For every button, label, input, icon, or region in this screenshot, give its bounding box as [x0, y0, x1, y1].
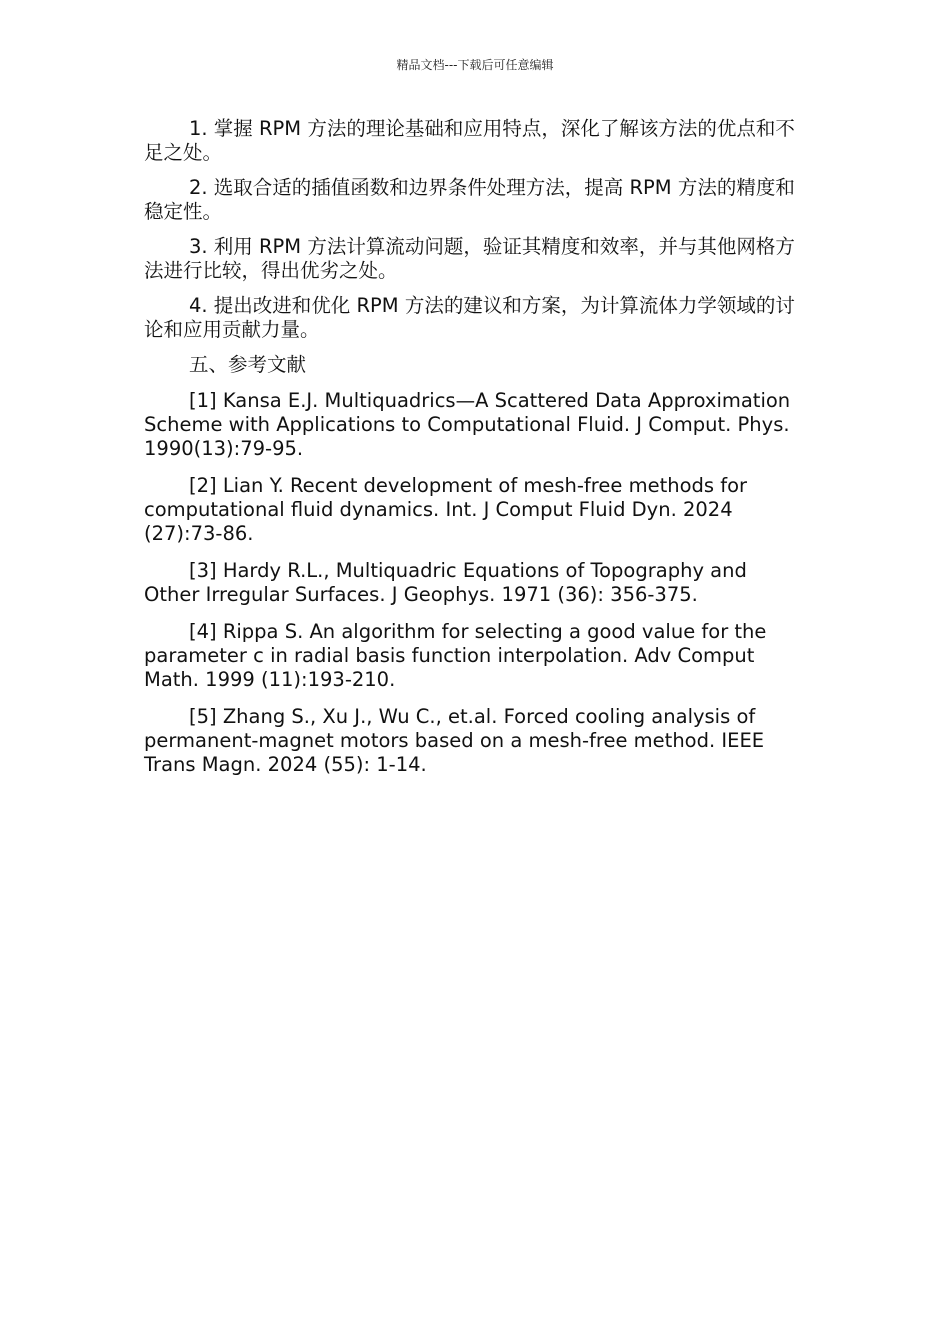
reference-item-2: [2] Lian Y. Recent development of mesh-free methods for computational fluid dynamics. Int. J Comput Fluid Dyn. 2024 (27):73-86. [144, 474, 748, 545]
references-heading: 五、参考文献 [189, 353, 307, 376]
objective-item-1: 1. 掌握 RPM 方法的理论基础和应用特点，深化了解该方法的优点和不足之处。 [144, 117, 795, 164]
reference-item-4: [4] Rippa S. An algorithm for selecting a good value for the parameter c in radial basis function interpolation. Adv Comput Math. 1999 (11):193-210. [144, 620, 767, 691]
objective-item-2: 2. 选取合适的插值函数和边界条件处理方法，提高 RPM 方法的精度和稳定性。 [144, 176, 795, 223]
reference-item-1: [1] Kansa E.J. Multiquadrics—A Scattered Data Approximation Scheme with Applications to Computational Fluid. J Comput. Phys. 1990(13):79-95. [144, 389, 791, 460]
reference-item-3: [3] Hardy R.L., Multiquadric Equations of Topography and Other Irregular Surfaces. J Geophys. 1971 (36): 356-375. [144, 559, 747, 606]
objective-item-3: 3. 利用 RPM 方法计算流动问题，验证其精度和效率，并与其他网格方法进行比较，得出优劣之处。 [144, 235, 795, 282]
document-body [144, 117, 806, 790]
reference-item-5: [5] Zhang S., Xu J., Wu C., et.al. Forced cooling analysis of permanent-magnet motors based on a mesh-free method. IEEE Trans Magn. 2024 (55): 1-14. [144, 705, 765, 776]
objective-item-4: 4. 提出改进和优化 RPM 方法的建议和方案，为计算流体力学领域的讨论和应用贡献力量。 [144, 294, 795, 341]
page-header: 精品文档---下载后可任意编辑 [396, 58, 554, 72]
